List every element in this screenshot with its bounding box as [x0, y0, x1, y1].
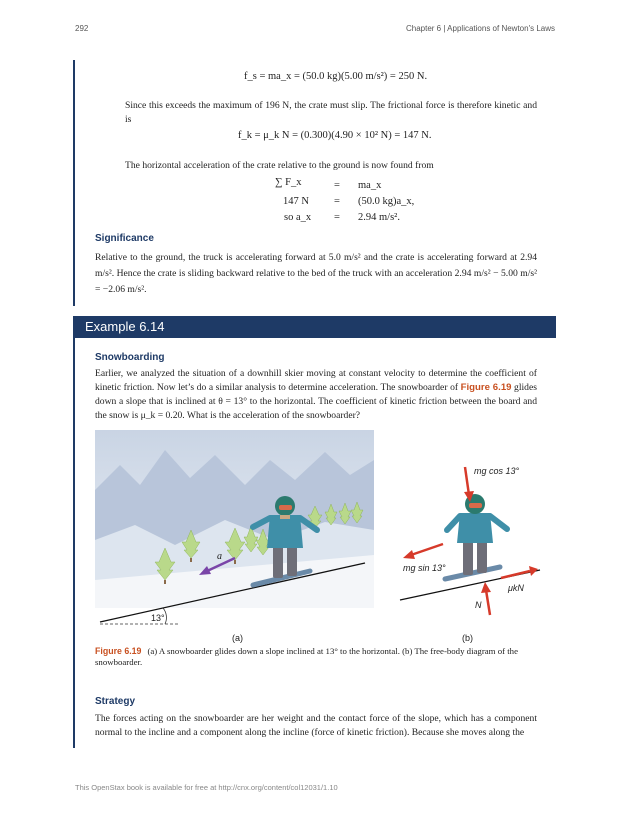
heading-strategy: Strategy [95, 696, 136, 707]
equation-static-friction: f_s = ma_x = (50.0 kg)(5.00 m/s²) = 250 N. [244, 71, 428, 82]
left-bar-top [73, 60, 75, 306]
equation-sum-lhs: ∑ F_x [275, 177, 302, 188]
paragraph-significance: Relative to the ground, the truck is accelerating forward at 5.0 m/s² and the crate is accelerating forward at 2.94 m/s². Hence the crate is sliding backward relative to the bed of the truck with an acceleration 2.94 m/s² − 5.00 m/s² = −2.06 m/s². [95, 252, 537, 295]
caption-label: Figure 6.19 [95, 646, 142, 656]
snowboarder-b-icon [445, 494, 507, 579]
label-normal: N [475, 600, 482, 610]
page-number: 292 [75, 24, 89, 33]
label-mg-sin: mg sin 13° [403, 563, 446, 573]
subfigure-b-label: (b) [462, 633, 473, 643]
example-banner: Example 6.14 [73, 316, 556, 338]
chapter-title: Chapter 6 | Applications of Newton's Laws [405, 24, 555, 33]
equation-row3-rhs: 2.94 m/s². [358, 212, 400, 223]
paragraph-horizontal: The horizontal acceleration of the crate relative to the ground is now found from [125, 160, 434, 171]
snow-text-2: glides down a slope that is inclined at θ = 13° to the horizontal. The coefficient of kinetic friction between the board and the snow is μ_k = 0.20. What is the acceleration of the snowboarder? [95, 382, 537, 421]
figure-link[interactable]: Figure 6.19 [460, 382, 512, 393]
footer-note: This OpenStax book is available for free at http://cnx.org/content/col12031/1.10 [75, 783, 338, 792]
caption-text: (a) A snowboarder glides down a slope inclined at 13° to the horizontal. (b) The free-body diagram of the snowboarder. [95, 646, 518, 667]
equation-row2-rhs: (50.0 kg)a_x, [358, 196, 415, 207]
paragraph-snowboarding [95, 367, 537, 423]
heading-significance: Significance [95, 233, 154, 244]
figure-b-freebody [395, 455, 545, 625]
left-bar-bottom [73, 338, 75, 748]
figure-caption [95, 646, 535, 668]
equation-row2-eq: = [334, 196, 340, 207]
equation-sum-rhs: ma_x [358, 180, 382, 191]
paragraph-exceeds: Since this exceeds the maximum of 196 N, the crate must slip. The frictional force is therefore kinetic and is [125, 100, 537, 125]
label-mg-cos: mg cos 13° [474, 466, 520, 476]
equation-row3-eq: = [334, 212, 340, 223]
label-angle: 13° [151, 613, 165, 623]
equation-row3-lhs: so a_x [284, 212, 312, 223]
subfigure-a-label: (a) [232, 633, 243, 643]
heading-snowboarding: Snowboarding [95, 352, 165, 363]
equation-sum-eq: = [334, 180, 340, 191]
equation-kinetic-friction: f_k = μ_k N = (0.300)(4.90 × 10² N) = 147 N. [238, 130, 432, 141]
equation-row2-lhs: 147 N [283, 196, 309, 207]
figure-a-illustration [95, 430, 374, 630]
label-accel: a [217, 551, 222, 562]
paragraph-strategy: The forces acting on the snowboarder are her weight and the contact force of the slope, which has a component normal to the incline and a component along the incline (force of kinetic friction). Because she moves along the [95, 713, 537, 738]
snow-text-1: Earlier, we analyzed the situation of a downhill skier moving at constant velocity to determine the coefficient of kinetic friction. Now let’s do a similar analysis to determine acceleration. The snowboarder of [95, 368, 537, 393]
label-mu-n: μkN [508, 583, 524, 593]
